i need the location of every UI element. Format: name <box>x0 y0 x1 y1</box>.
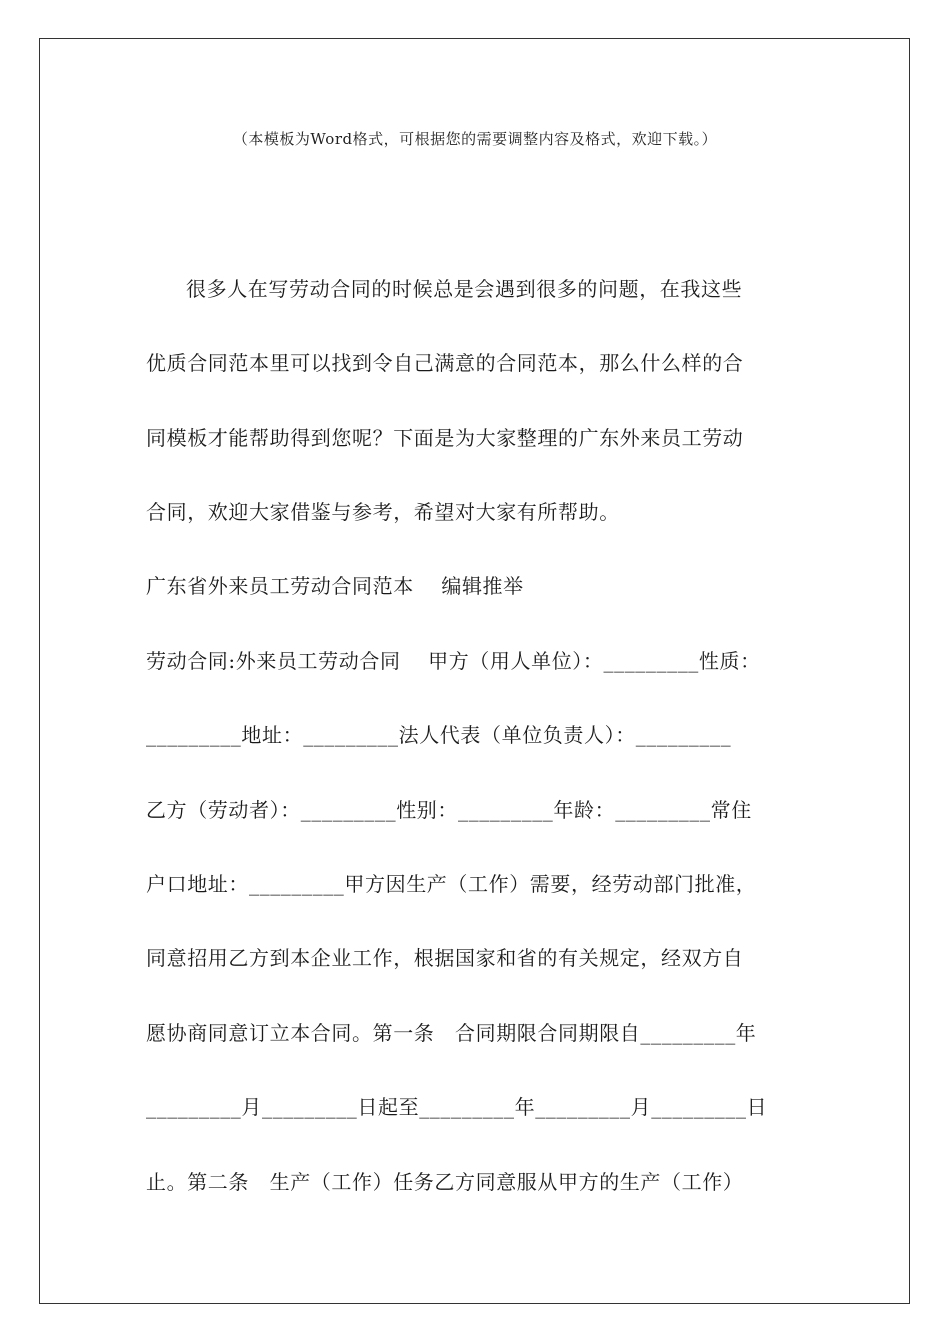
contract-line-8: 止。第二条 生产（工作）任务乙方同意服从甲方的生产（工作） <box>146 1170 744 1194</box>
template-note: （本模板为Word格式，可根据您的需要调整内容及格式，欢迎下载。） <box>232 130 718 148</box>
contract-line-6: 愿协商同意订立本合同。第一条 合同期限合同期限自_________年 <box>146 1021 757 1045</box>
paragraph-line-2: 优质合同范本里可以找到令自己满意的合同范本，那么什么样的合 <box>146 351 744 375</box>
contract-line-2: _________地址：_________法人代表（单位负责人）：_________ <box>146 723 732 747</box>
paragraph-line-4: 合同，欢迎大家借鉴与参考，希望对大家有所帮助。 <box>146 500 620 524</box>
contract-line-3: 乙方（劳动者）：_________性别：_________年龄：_________常住 <box>146 798 752 822</box>
contract-line-5: 同意招用乙方到本企业工作，根据国家和省的有关规定，经双方自 <box>146 946 744 970</box>
contract-line-7: _________月_________日起至_________年_________月_________日 <box>146 1095 768 1119</box>
section-title-line: 广东省外来员工劳动合同范本 编辑推举 <box>146 574 524 598</box>
paragraph-line-1: 很多人在写劳动合同的时候总是会遇到很多的问题，在我这些 <box>186 277 743 301</box>
contract-line-4: 户口地址：_________甲方因生产（工作）需要，经劳动部门批准， <box>146 872 757 896</box>
contract-line-1: 劳动合同:外来员工劳动合同 甲方（用人单位）：_________性质： <box>146 649 761 673</box>
paragraph-line-3: 同模板才能帮助得到您呢？下面是为大家整理的广东外来员工劳动 <box>146 426 744 450</box>
